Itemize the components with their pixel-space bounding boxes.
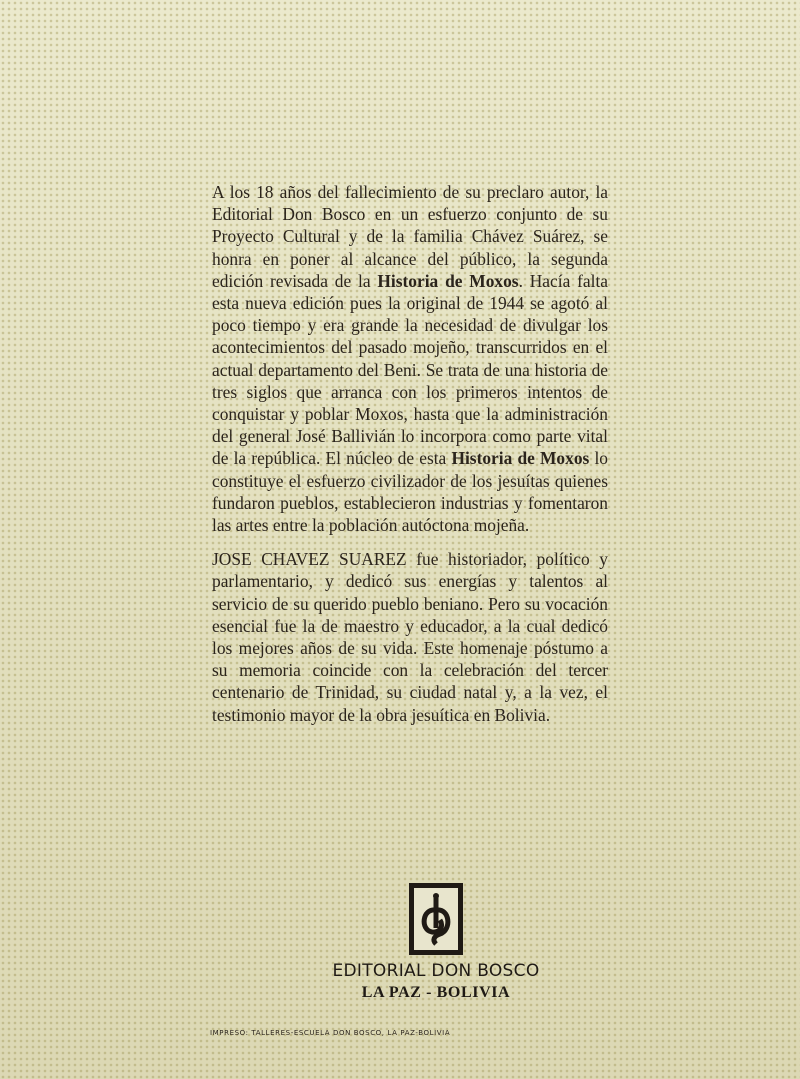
editorial-don-bosco-logo-icon: [409, 883, 463, 955]
paragraph-intro: [212, 181, 608, 536]
paragraph-intro-part2: . Hacía falta esta nueva edición pues la original de 1944 se agotó al poco tiempo y era grande la necesidad de divulgar los acontecimientos del pasado mojeño, transcurridos en el actual departamento del Beni. Se trata de una historia de tres siglos que arranca con los primeros intentos de conquistar y poblar Moxos, hasta que la administración del general José Ballivián lo incorpora como parte vital de la república. El núcleo de esta: [212, 270, 608, 469]
book-title-bold: Historia de Moxos: [377, 270, 519, 291]
publisher-city: LA PAZ - BOLIVIA: [361, 984, 511, 1001]
paragraph-author: JOSE CHAVEZ SUAREZ fue historiador, político y parlamentario, y dedicó sus energías y talentos al servicio de su querido pueblo beniano. Pero su vocación esencial fue la de maestro y educador, a la cual dedicó los mejores años de su vida. Este homenaje póstumo a su memoria coincide con la celebración del tercer centenario de Trinidad, su ciudad natal y, a la vez, el testimonio mayor de la obra jesuítica en Bolivia.: [212, 549, 608, 725]
publisher-name: EDITORIAL DON BOSCO: [332, 961, 540, 981]
paragraph-intro-part3: lo constituye el esfuerzo civilizador de los jesuítas quienes fundaron pueblos, establecieron industrias y fomentaron las artes entre la población autóctona mojeña.: [212, 448, 608, 536]
paragraph-intro-part1: A los 18 años del fallecimiento de su preclaro autor, la Editorial Don Bosco en un esfuerzo conjunto de su Proyecto Cultural y de la familia Chávez Suárez, se honra en poner al alcance del público, la segunda edición revisada de la: [212, 182, 608, 291]
book-title-bold: Historia de Moxos: [451, 448, 590, 469]
printer-imprint: IMPRESO: TALLERES-ESCUELA DON BOSCO, LA PAZ-BOLIVIA: [210, 1029, 451, 1037]
blurb-text: [212, 181, 608, 726]
